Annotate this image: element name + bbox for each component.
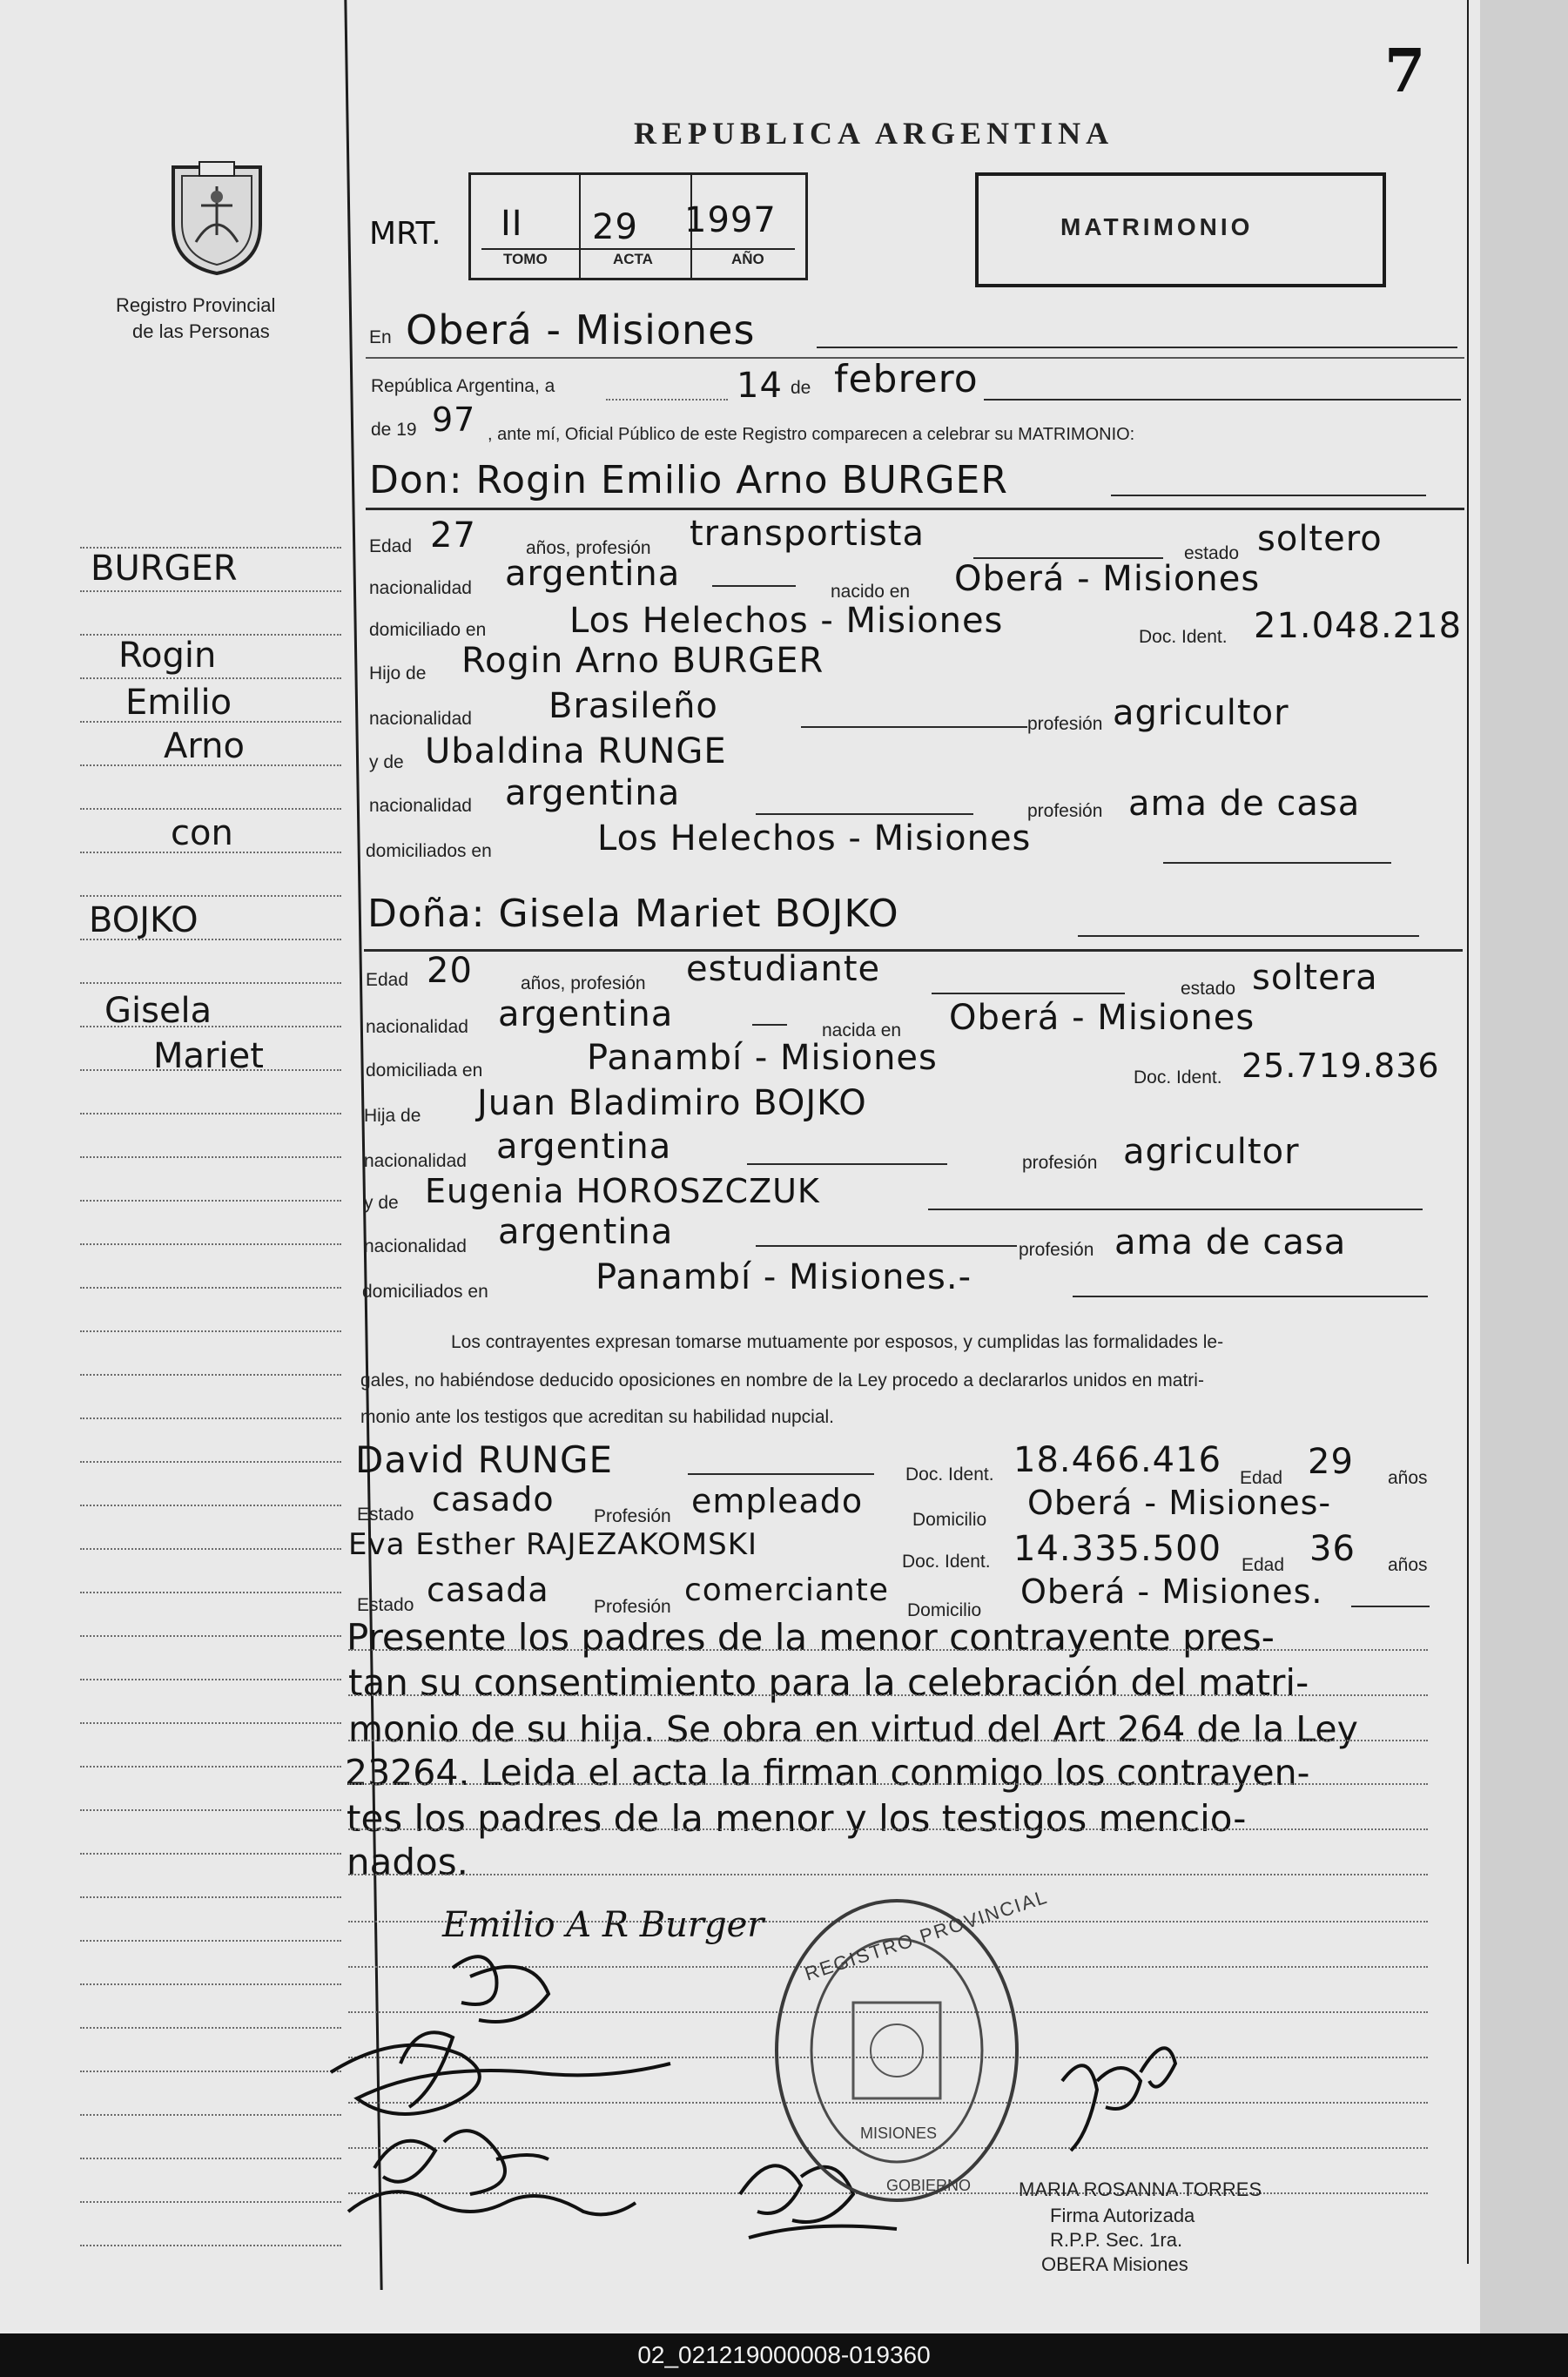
page-number: 7: [1384, 37, 1426, 106]
bride-parents-domicile: Panambí - Misiones.-: [596, 1257, 972, 1297]
witness1-anos-label: años: [1388, 1468, 1428, 1488]
witness1-doc-label: Doc. Ident.: [905, 1465, 994, 1485]
ano-value: 1997: [684, 200, 777, 240]
bride-father-nationality: argentina: [496, 1127, 672, 1167]
groom-doc-id: 21.048.218: [1254, 606, 1463, 646]
margin-rule-line: [80, 677, 341, 680]
notes-line-1: Presente los padres de la menor contrayente pres-: [347, 1616, 1275, 1659]
groom-domiciliado-label: domiciliado en: [369, 620, 487, 640]
bride-mother-nac-label: nacionalidad: [364, 1236, 467, 1256]
margin-rule-line: [80, 1853, 341, 1855]
notes-line-4: 23264. Leida el acta la firman conmigo los contrayen-: [345, 1752, 1310, 1794]
officer-name: MARIA ROSANNA TORRES: [1019, 2178, 1262, 2200]
witness1-name-rule: [688, 1473, 874, 1475]
margin-rule-line: [80, 1156, 341, 1159]
witness2-dom-rule: [1351, 1606, 1430, 1607]
groom-nacionalidad-label: nacionalidad: [369, 578, 472, 598]
margin-rule-line: [80, 1809, 341, 1812]
margin-rule-line: [80, 2071, 341, 2073]
witness2-profession: comerciante: [684, 1572, 889, 1608]
witness1-profession: empleado: [691, 1482, 864, 1520]
groom-mnac-rule: [756, 813, 973, 815]
witness2-name: Eva Esther RAJEZAKOMSKI: [348, 1527, 758, 1562]
provincial-seal-emblem: [161, 155, 273, 279]
ano-label: AÑO: [731, 251, 764, 267]
witness2-dom-label: Domicilio: [907, 1600, 982, 1620]
groom-age: 27: [430, 515, 476, 556]
margin-rule-line: [80, 2114, 341, 2117]
officer-title: Firma Autorizada: [1050, 2205, 1195, 2226]
margin-rule-line: [80, 1374, 341, 1377]
groom-parents-domicile: Los Helechos - Misiones: [597, 818, 1032, 859]
tomo-label: TOMO: [503, 251, 548, 267]
bride-fnac-rule: [747, 1163, 947, 1165]
margin-rule-line: [80, 1417, 341, 1420]
bride-prof-rule: [932, 993, 1125, 994]
declaration-line-3: monio ante los testigos que acreditan su habilidad nupcial.: [360, 1407, 835, 1427]
officer-signature: [1045, 2029, 1201, 2168]
bride-doc-label: Doc. Ident.: [1134, 1067, 1222, 1087]
witness1-dom-label: Domicilio: [912, 1510, 987, 1530]
witness1-domicile: Oberá - Misiones-: [1027, 1484, 1332, 1522]
bride-mother-profession: ama de casa: [1114, 1222, 1347, 1263]
note-rule-4: [348, 1783, 1428, 1786]
margin-rule-line: [80, 808, 341, 811]
margin-rule-line: [80, 1113, 341, 1115]
issuer-line-2: de las Personas: [132, 320, 270, 342]
bride-nationality: argentina: [498, 994, 674, 1034]
bride-mnac-rule: [756, 1245, 1017, 1247]
bride-marital-status: soltera: [1252, 958, 1378, 998]
bride-hija-label: Hija de: [364, 1106, 421, 1126]
date-day: 14: [737, 366, 783, 406]
groom-mother-profession: ama de casa: [1128, 784, 1361, 824]
margin-rule-line: [80, 1766, 341, 1768]
country-header: REPUBLICA ARGENTINA: [634, 116, 1114, 151]
place-prefix: En: [369, 327, 392, 347]
groom-mother-nac-label: nacionalidad: [369, 796, 472, 816]
groom-block-rule-top: [366, 508, 1464, 510]
groom-father-nationality: Brasileño: [548, 686, 718, 726]
margin-rule-line: [80, 1896, 341, 1899]
groom-hijo-label: Hijo de: [369, 663, 427, 683]
date-text: , ante mí, Oficial Público de este Registro comparecen a celebrar su MATRIMONIO:: [488, 425, 1135, 444]
margin-bride-given-1: Gisela: [104, 991, 212, 1031]
bride-yde-label: y de: [364, 1193, 399, 1213]
stamp-center-text: MISIONES: [860, 2124, 938, 2142]
witness1-estado-label: Estado: [357, 1505, 414, 1525]
groom-nacido-label: nacido en: [831, 582, 911, 602]
bride-estado-label: estado: [1181, 979, 1236, 999]
witness2-edad-label: Edad: [1242, 1555, 1285, 1575]
margin-bride-given-2: Mariet: [153, 1036, 264, 1076]
bride-mother: Eugenia HOROSZCZUK: [425, 1172, 820, 1210]
mrt-prefix: MRT.: [369, 216, 441, 252]
bride-domiciliada-label: domiciliada en: [366, 1061, 483, 1081]
date-prefix: República Argentina, a: [371, 376, 555, 396]
margin-rule-line: [80, 1200, 341, 1202]
margin-rule-line: [80, 590, 341, 593]
stamp-top-text: REGISTRO PROVINCIAL: [802, 1885, 1051, 1985]
groom-father-profession: agricultor: [1113, 693, 1289, 733]
bride-birthplace: Oberá - Misiones: [949, 998, 1255, 1038]
witness2-marital-status: casada: [427, 1571, 549, 1609]
declaration-line-1: Los contrayentes expresan tomarse mutuamente por esposos, y cumplidas las formalidades le-: [451, 1332, 1224, 1352]
margin-rule-line: [80, 1505, 341, 1507]
signatures-drawing: [322, 1942, 775, 2238]
margin-con: con: [171, 813, 233, 853]
margin-rule-line: [80, 982, 341, 985]
margin-rule-line: [80, 1461, 341, 1464]
groom-yde-label: y de: [369, 752, 404, 772]
footer-code: 02_021219000008-019360: [0, 2333, 1568, 2377]
margin-groom-given-1: Rogin: [118, 636, 217, 676]
groom-mother: Ubaldina RUNGE: [425, 731, 727, 771]
bride-mother-rule: [928, 1209, 1423, 1210]
note-rule-6: [348, 1874, 1428, 1876]
bride-profession: estudiante: [686, 949, 881, 989]
margin-rule-line: [80, 2201, 341, 2204]
margin-rule-line: [80, 2158, 341, 2160]
bride-name-rule: [1078, 935, 1419, 937]
witness1-edad-label: Edad: [1240, 1468, 1283, 1488]
record-type: MATRIMONIO: [1060, 213, 1254, 240]
declaration-line-2: gales, no habiéndose deducido oposiciones en nombre de la Ley procedo a declararlos unidos en matri-: [360, 1370, 1204, 1391]
margin-rule-line: [80, 1287, 341, 1290]
witness2-estado-label: Estado: [357, 1595, 414, 1615]
bride-mother-nationality: argentina: [498, 1212, 674, 1252]
margin-rule-line: [80, 1592, 341, 1594]
margin-rule-line: [80, 895, 341, 898]
note-rule-1: [348, 1649, 1428, 1652]
witness1-name: David RUNGE: [355, 1438, 614, 1481]
date-de-label: de: [791, 378, 811, 398]
place-line-rule: [817, 347, 1457, 348]
groom-estado-label: estado: [1184, 543, 1240, 563]
witness1-prof-label: Profesión: [594, 1506, 671, 1526]
groom-nac-rule: [712, 585, 796, 587]
groom-marital-status: soltero: [1257, 519, 1383, 559]
groom-edad-label: Edad: [369, 536, 413, 556]
margin-rule-line: [80, 1983, 341, 1986]
note-rule-5: [348, 1828, 1428, 1831]
margin-rule-line: [80, 1635, 341, 1638]
officer-city: OBERA Misiones: [1041, 2253, 1188, 2275]
bride-father-prof-label: profesión: [1022, 1153, 1098, 1173]
notes-line-3: monio de su hija. Se obra en virtud del Art 264 de la Ley: [348, 1708, 1358, 1750]
groom-father-nac-label: nacionalidad: [369, 709, 472, 729]
groom-father: Rogin Arno BURGER: [461, 641, 824, 681]
bride-pdom-rule: [1073, 1296, 1428, 1297]
groom-father-prof-label: profesión: [1027, 714, 1103, 734]
margin-rule-line: [80, 1722, 341, 1725]
bride-nacida-label: nacida en: [822, 1020, 902, 1040]
date-dotted-1: [606, 399, 728, 401]
witness2-prof-label: Profesión: [594, 1597, 671, 1617]
bride-name: Doña: Gisela Mariet BOJKO: [367, 892, 899, 936]
groom-birthplace: Oberá - Misiones: [954, 559, 1261, 599]
year-prefix: de 19: [371, 420, 417, 440]
acta-value: 29: [592, 207, 638, 247]
margin-rule-line: [80, 1940, 341, 1943]
right-frame-line: [1467, 0, 1469, 2264]
bride-age: 20: [427, 951, 473, 991]
margin-rule-line: [80, 2245, 341, 2247]
notes-line-5: tes los padres de la menor y los testigos mencio-: [347, 1797, 1247, 1840]
groom-pdom-rule: [1163, 862, 1391, 864]
bride-father: Juan Bladimiro BOJKO: [477, 1083, 867, 1123]
margin-groom-surname: BURGER: [91, 549, 238, 589]
groom-nationality: argentina: [505, 554, 681, 594]
issuer-line-1: Registro Provincial: [116, 294, 276, 316]
witness1-age: 29: [1308, 1442, 1354, 1482]
bride-nac-rule: [752, 1024, 787, 1026]
groom-domicile: Los Helechos - Misiones: [569, 601, 1004, 641]
page-edge: [1480, 0, 1568, 2333]
tomo-value: II: [501, 204, 523, 244]
note-rule-3: [348, 1740, 1428, 1742]
groom-fnac-rule: [801, 726, 1027, 728]
margin-bride-surname: BOJKO: [89, 900, 199, 940]
notes-line-6: nados.: [347, 1841, 468, 1883]
witness2-doc-id: 14.335.500: [1013, 1529, 1222, 1569]
year-suffix: 97: [432, 401, 476, 439]
margin-rule-line: [80, 1243, 341, 1246]
witness2-anos-label: años: [1388, 1555, 1428, 1575]
witness2-domicile: Oberá - Misiones.: [1020, 1572, 1323, 1611]
groom-name: Don: Rogin Emilio Arno BURGER: [369, 458, 1008, 502]
officer-office: R.P.P. Sec. 1ra.: [1050, 2229, 1183, 2251]
acta-label: ACTA: [613, 251, 653, 267]
groom-parents-dom-label: domiciliados en: [366, 841, 492, 861]
date-rule: [984, 399, 1461, 401]
margin-rule-line: [80, 2027, 341, 2030]
witness2-doc-label: Doc. Ident.: [902, 1552, 991, 1572]
groom-anos-profesion-label: años, profesión: [526, 538, 651, 558]
witness1-marital-status: casado: [432, 1480, 555, 1518]
margin-groom-given-3: Arno: [164, 726, 245, 766]
groom-signature-text: Emilio A R Burger: [442, 1905, 764, 1945]
bride-domicile: Panambí - Misiones: [587, 1038, 938, 1078]
groom-mother-nationality: argentina: [505, 773, 681, 813]
bride-father-profession: agricultor: [1123, 1132, 1300, 1172]
stamp-bottom-text: GOBIERNO: [886, 2177, 972, 2194]
place-value: Oberá - Misiones: [406, 306, 756, 354]
groom-profession: transportista: [690, 514, 925, 554]
note-rule-2: [348, 1694, 1428, 1697]
margin-rule-line: [80, 1330, 341, 1333]
bride-mother-prof-label: profesión: [1019, 1240, 1094, 1260]
groom-mother-prof-label: profesión: [1027, 801, 1103, 821]
margin-rule-line: [80, 1679, 341, 1681]
bride-block-rule-top: [364, 949, 1463, 952]
margin-groom-given-2: Emilio: [125, 683, 232, 723]
notes-line-2: tan su consentimiento para la celebración del matri-: [348, 1661, 1309, 1704]
groom-name-rule: [1111, 495, 1426, 496]
bride-parents-dom-label: domiciliados en: [362, 1282, 488, 1302]
witness2-age: 36: [1309, 1529, 1356, 1569]
bride-anos-profesion-label: años, profesión: [521, 973, 646, 993]
witness1-doc-id: 18.466.416: [1013, 1440, 1222, 1480]
bride-nac-label: nacionalidad: [366, 1017, 468, 1037]
bride-doc-id: 25.719.836: [1242, 1047, 1440, 1085]
groom-doc-label: Doc. Ident.: [1139, 627, 1228, 647]
date-month: febrero: [834, 357, 979, 401]
margin-rule-line: [80, 1548, 341, 1551]
bride-edad-label: Edad: [366, 970, 409, 990]
bride-father-nac-label: nacionalidad: [364, 1151, 467, 1171]
